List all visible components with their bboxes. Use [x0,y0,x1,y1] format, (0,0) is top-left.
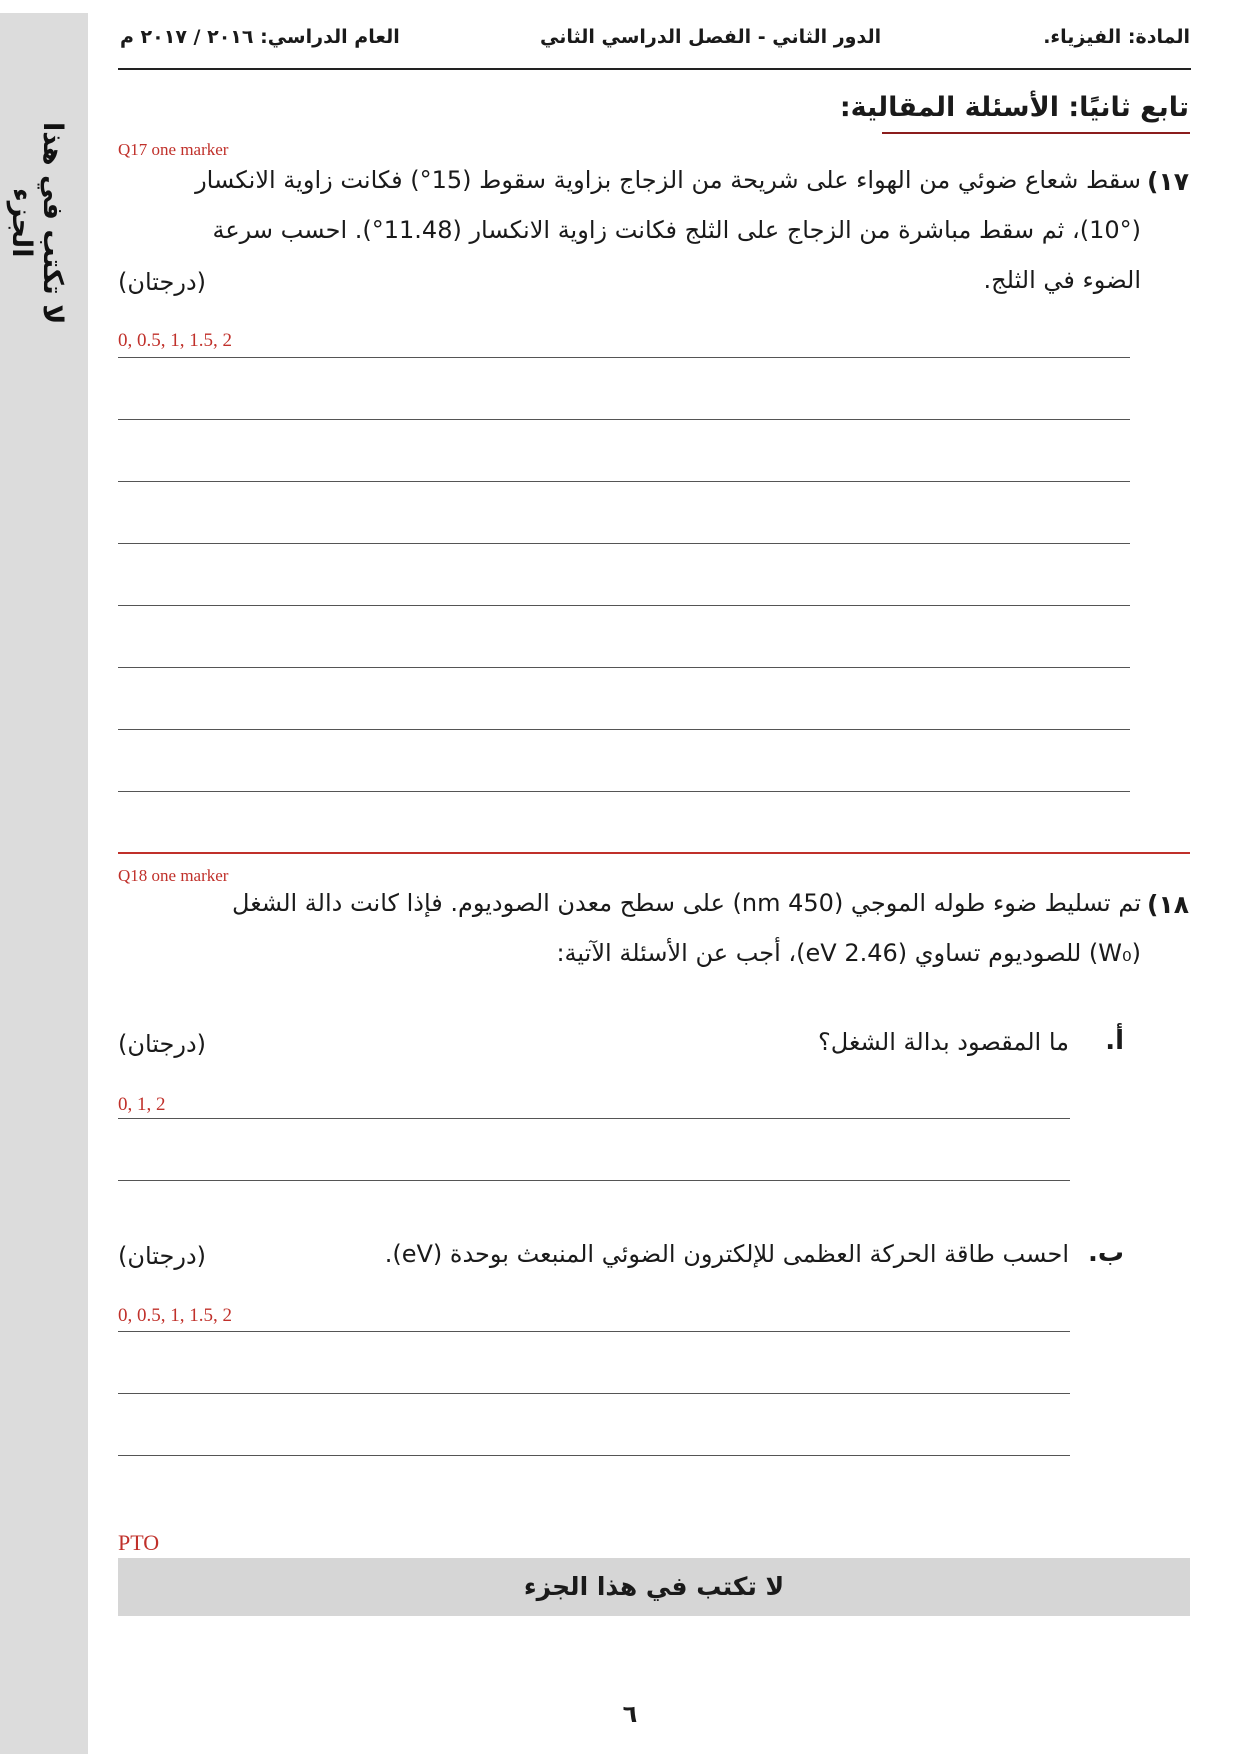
q18b-text: احسب طاقة الحركة العظمى للإلكترون الضوئي المنبعث بوحدة (eV). [384,1240,1069,1268]
q17-text-line-1: سقط شعاع ضوئي من الهواء على شريحة من الزجاج بزاوية سقوط (15°) فكانت زاوية الانكسار [195,166,1141,194]
q17-answer-line[interactable] [118,481,1130,482]
page-header [120,22,1190,62]
section-title-underline [882,132,1190,134]
q18a-marks: (درجتان) [118,1030,207,1058]
q17-text-line-3: الضوء في الثلج. [983,266,1141,294]
q18b-letter: ب. [1087,1238,1124,1268]
section-title: تابع ثانيًا: الأسئلة المقالية: [839,92,1189,123]
question-divider [118,852,1190,854]
header-subject: المادة: الفيزياء. [1043,26,1190,48]
q18a-score-options: 0, 1, 2 [118,1094,166,1115]
q18b-score-options: 0, 0.5, 1, 1.5, 2 [118,1305,232,1326]
q17-answer-line[interactable] [118,667,1130,668]
q17-answer-line[interactable] [118,791,1130,792]
q17-answer-line[interactable] [118,357,1130,358]
header-session: الدور الثاني - الفصل الدراسي الثاني [540,26,882,48]
q17-answer-line[interactable] [118,543,1130,544]
q18b-answer-line[interactable] [118,1331,1070,1332]
q18b-marks: (درجتان) [118,1242,207,1270]
pto-note: PTO [118,1530,160,1555]
q17-answer-line[interactable] [118,729,1130,730]
q18a-answer-line[interactable] [118,1180,1070,1181]
q17-answer-line[interactable] [118,419,1130,420]
q17-answer-line[interactable] [118,605,1130,606]
q18a-letter: أ. [1105,1026,1124,1056]
q18b-answer-line[interactable] [118,1393,1070,1394]
side-margin-label: لا تكتب في هذا الجزء [6,121,68,325]
header-year: العام الدراسي: ٢٠١٦ / ٢٠١٧ م [120,26,400,48]
q17-score-options: 0, 0.5, 1, 1.5, 2 [118,330,232,351]
q17-marks: (درجتان) [118,268,207,296]
q17-number: ١٧) [1147,167,1189,196]
page-number: ٦ [622,1700,638,1728]
footer-do-not-write-bar: لا تكتب في هذا الجزء [118,1558,1190,1616]
header-divider [118,68,1191,70]
q18-text-line-1: تم تسليط ضوء طوله الموجي (450 nm) على سطح معدن الصوديوم. فإذا كانت دالة الشغل [232,889,1141,917]
q18-number: ١٨) [1147,890,1189,919]
q18-marker-note: Q18 one marker [118,866,229,885]
q18-text-line-2: (W₀) للصوديوم تساوي (2.46 eV)، أجب عن الأسئلة الآتية: [556,939,1141,967]
q18a-answer-line[interactable] [118,1118,1070,1119]
q17-text-line-2: (10°)، ثم سقط مباشرة من الزجاج على الثلج فكانت زاوية الانكسار (11.48°). احسب سرعة [212,216,1141,244]
q18a-text: ما المقصود بدالة الشغل؟ [818,1028,1069,1056]
q17-marker-note: Q17 one marker [118,140,229,159]
q18b-answer-line[interactable] [118,1455,1070,1456]
